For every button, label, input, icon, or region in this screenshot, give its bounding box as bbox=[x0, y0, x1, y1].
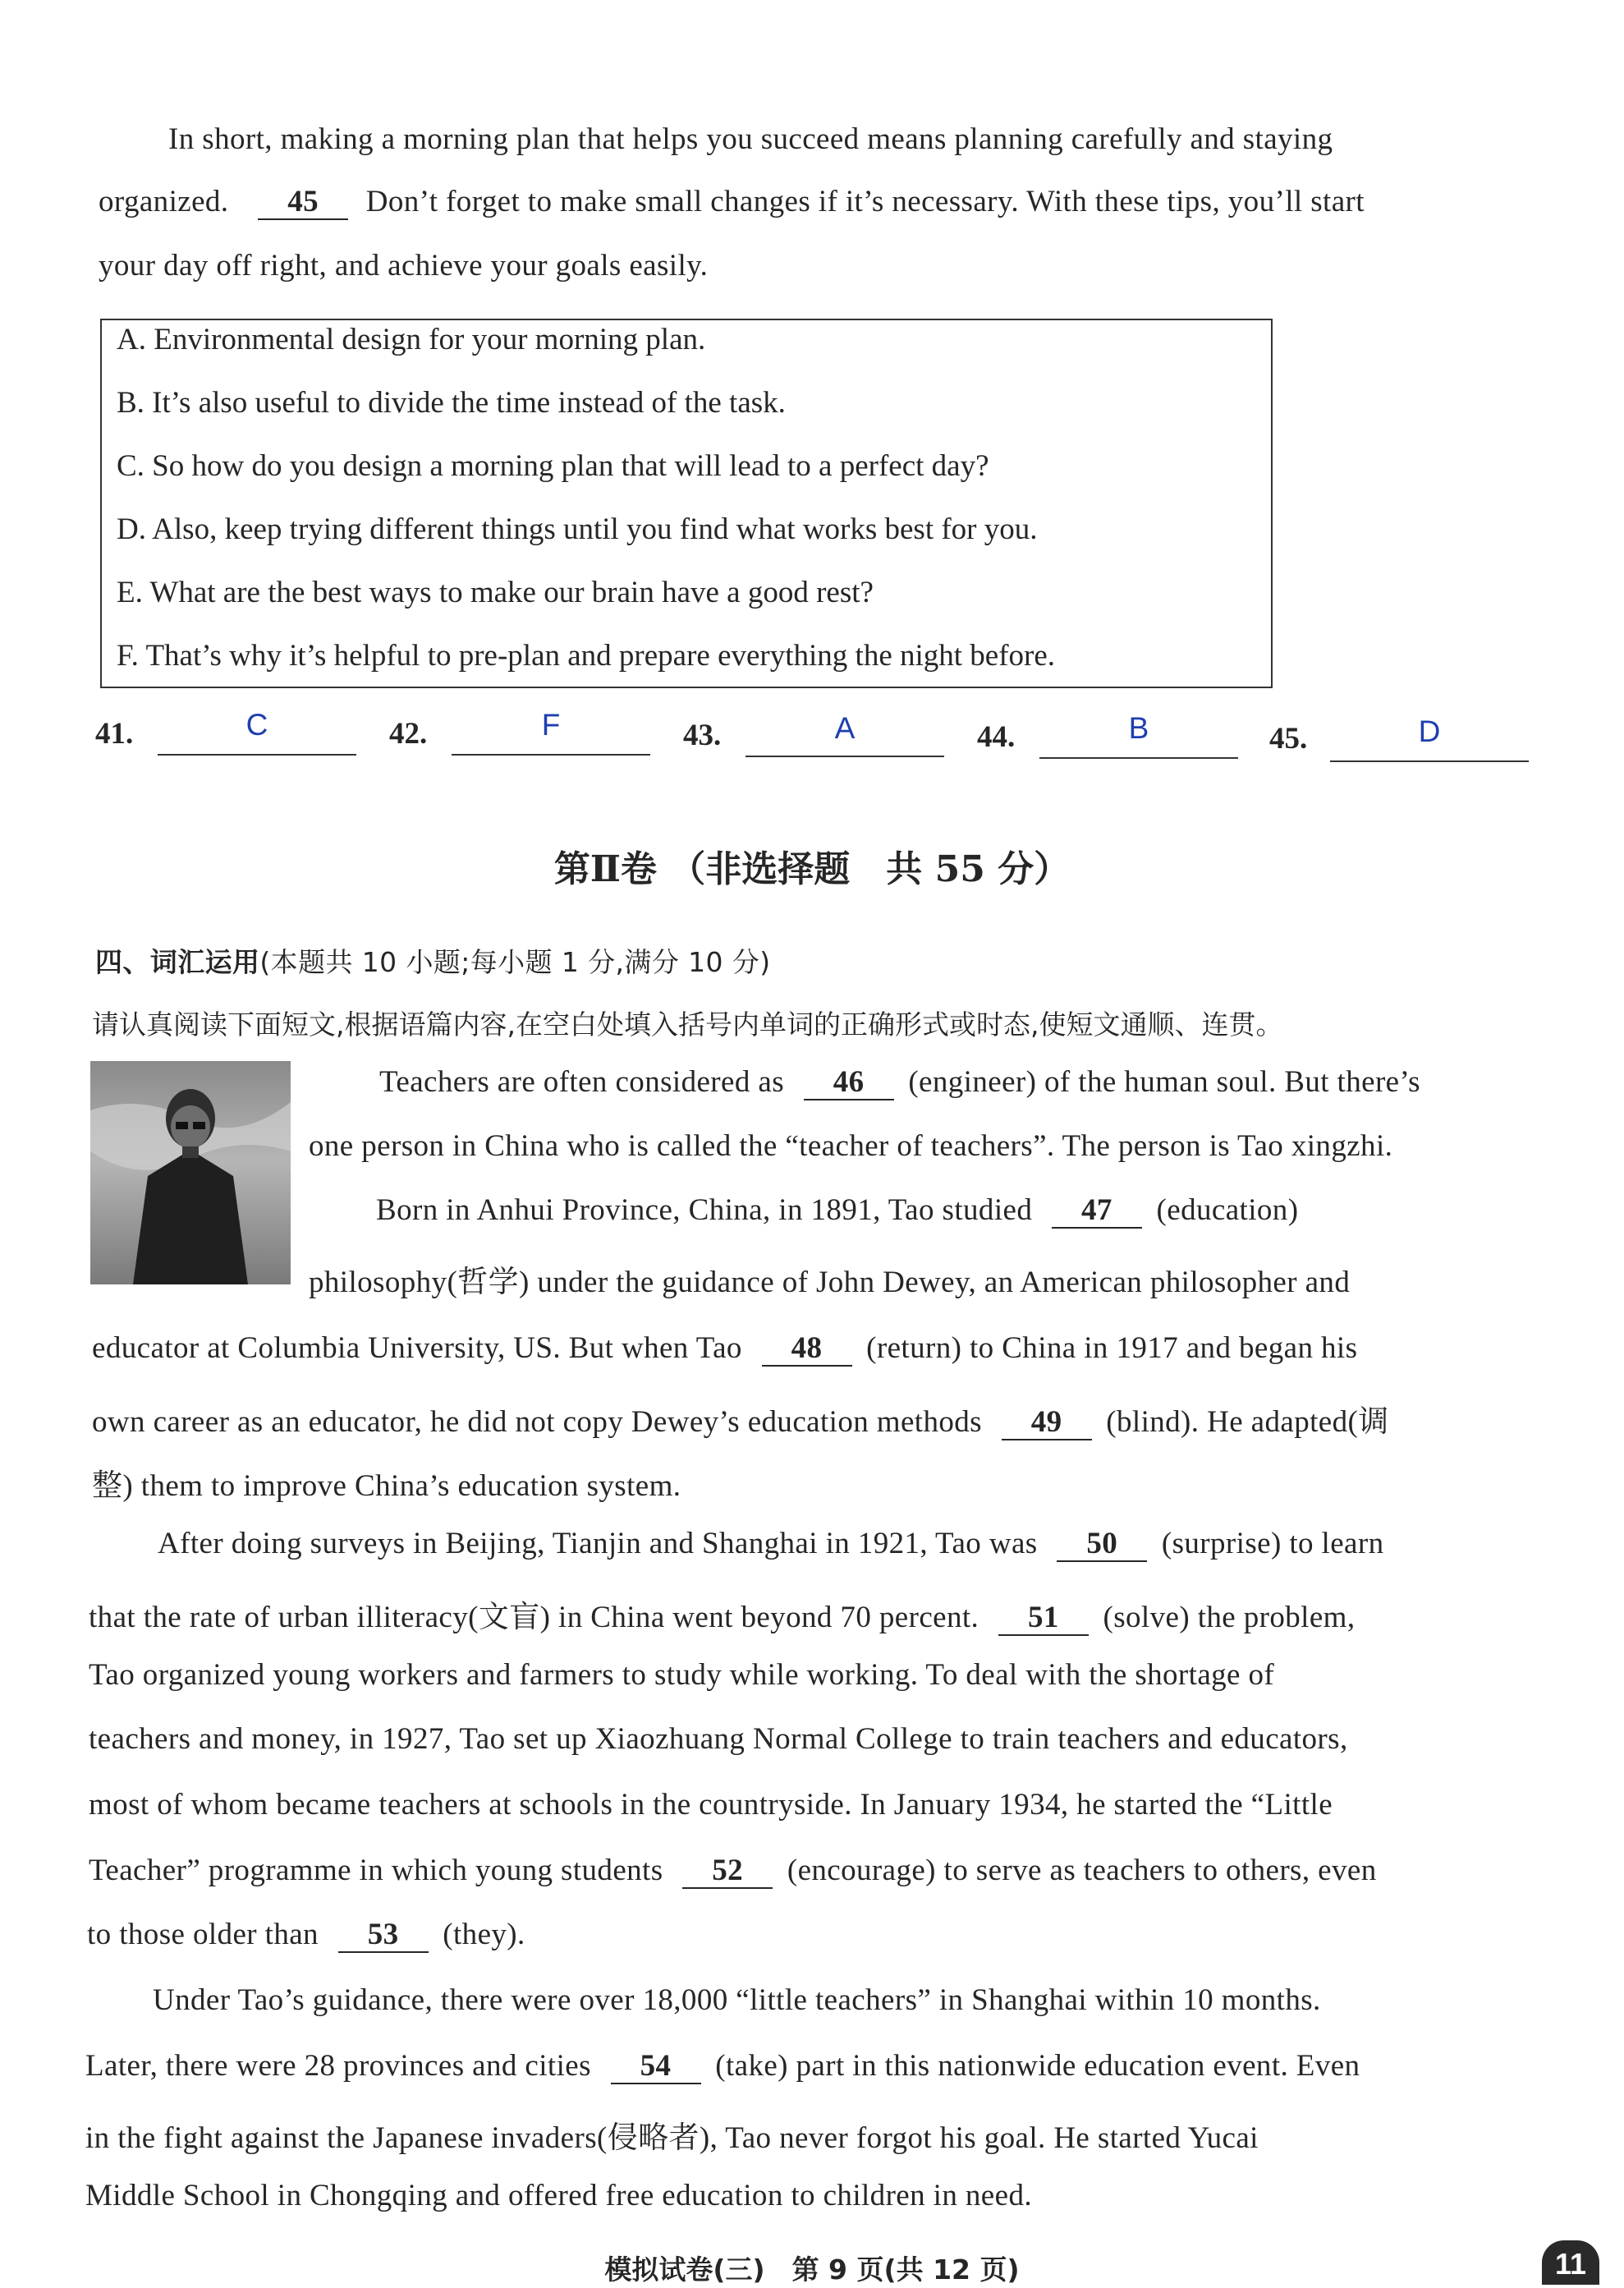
answer-value[interactable]: C bbox=[245, 708, 268, 742]
option-e: E. What are the best ways to make our brain have a good rest? bbox=[117, 576, 874, 609]
answer-number: 44. bbox=[977, 720, 1016, 754]
passage-line: Middle School in Chongqing and offered free education to children in need. bbox=[85, 2179, 1033, 2212]
passage-line bbox=[85, 2048, 1360, 2084]
passage-line: 整) them to improve China’s education system. bbox=[92, 1469, 681, 1503]
blank-48[interactable]: 48 bbox=[762, 1333, 852, 1367]
answer-value[interactable]: F bbox=[541, 708, 561, 742]
answer-number: 42. bbox=[389, 717, 428, 751]
passage-line: teachers and money, in 1927, Tao set up Xiaozhuang Normal College to train teachers and educators, bbox=[89, 1722, 1348, 1756]
passage-line bbox=[376, 1192, 1298, 1229]
paragraph-text: Don’t forget to make small changes if it’s necessary. With these tips, you’ll start bbox=[365, 185, 1365, 218]
option-c: C. So how do you design a morning plan that will lead to a perfect day? bbox=[117, 449, 989, 483]
answer-value[interactable]: A bbox=[834, 711, 856, 745]
blank-54[interactable]: 54 bbox=[611, 2051, 701, 2084]
blank-52[interactable]: 52 bbox=[682, 1855, 773, 1889]
part-heading-label: 四、词汇运用 bbox=[95, 946, 260, 978]
blank-47[interactable]: 47 bbox=[1052, 1195, 1142, 1229]
blank-51[interactable]: 51 bbox=[998, 1602, 1089, 1636]
passage-line bbox=[379, 1064, 1420, 1100]
option-d: D. Also, keep trying different things until you find what works best for you. bbox=[117, 512, 1038, 546]
passage-text: After doing surveys in Beijing, Tianjin and Shanghai in 1921, Tao was bbox=[158, 1527, 1038, 1560]
answer-value[interactable]: B bbox=[1128, 711, 1149, 745]
passage-line bbox=[87, 1917, 525, 1953]
passage-line bbox=[89, 1592, 1356, 1636]
passage-line: in the fight against the Japanese invaders(侵略者), Tao never forgot his goal. He started Yucai bbox=[85, 2121, 1259, 2155]
passage-text: (they). bbox=[443, 1918, 525, 1951]
passage-text: (take) part in this nationwide education event. Even bbox=[715, 2049, 1360, 2083]
answer-number: 43. bbox=[683, 719, 722, 752]
page-footer: 模拟试卷(三) 第 9 页(共 12 页) bbox=[604, 2254, 1020, 2286]
option-b: B. It’s also useful to divide the time instead of the task. bbox=[117, 386, 786, 420]
part-heading-note: (本题共 10 小题;每小题 1 分,满分 10 分) bbox=[259, 946, 771, 978]
passage-text: (return) to China in 1917 and began his bbox=[866, 1331, 1358, 1365]
answer-number: 41. bbox=[95, 717, 134, 751]
passage-line: most of whom became teachers at schools in the countryside. In January 1934, he started the “Little bbox=[89, 1788, 1333, 1822]
portrait-figure bbox=[90, 1061, 291, 1284]
paragraph-line: your day off right, and achieve your goals easily. bbox=[99, 249, 709, 283]
passage-line bbox=[89, 1853, 1377, 1889]
passage-line: philosophy(哲学) under the guidance of John Dewey, an American philosopher and bbox=[309, 1266, 1351, 1299]
passage-line bbox=[92, 1330, 1357, 1367]
section-title: 第Ⅱ卷 （非选择题 共 55 分） bbox=[553, 848, 1071, 890]
passage-line bbox=[158, 1526, 1384, 1562]
passage-text: Teacher” programme in which young students bbox=[89, 1854, 663, 1887]
passage-line bbox=[92, 1396, 1389, 1440]
paragraph-text: organized. bbox=[99, 185, 229, 218]
paragraph-line bbox=[99, 184, 1365, 220]
instruction: 请认真阅读下面短文,根据语篇内容,在空白处填入括号内单词的正确形式或时态,使短文通顺、连贯。 bbox=[92, 1008, 1283, 1041]
passage-text: (engineer) of the human soul. But there’s bbox=[908, 1065, 1420, 1099]
passage-line: Tao organized young workers and farmers to study while working. To deal with the shortage of bbox=[89, 1658, 1275, 1692]
blank-45[interactable]: 45 bbox=[258, 186, 348, 220]
options-box bbox=[100, 319, 1273, 688]
passage-line: one person in China who is called the “teacher of teachers”. The person is Tao xingzhi. bbox=[309, 1129, 1393, 1163]
blank-53[interactable]: 53 bbox=[338, 1919, 429, 1953]
passage-text: (education) bbox=[1156, 1193, 1299, 1227]
passage-text: (solve) the problem, bbox=[1103, 1601, 1356, 1634]
page-number-badge: 11 bbox=[1542, 2240, 1599, 2285]
portrait-photo bbox=[90, 1061, 291, 1284]
part-heading bbox=[95, 941, 770, 980]
passage-text: to those older than bbox=[87, 1918, 319, 1951]
passage-text: (surprise) to learn bbox=[1161, 1527, 1384, 1560]
passage-line: Under Tao’s guidance, there were over 18,000 “little teachers” in Shanghai within 10 months. bbox=[153, 1983, 1321, 2017]
passage-text: Teachers are often considered as bbox=[379, 1065, 785, 1099]
passage-text: Born in Anhui Province, China, in 1891, Tao studied bbox=[376, 1193, 1033, 1227]
paragraph-line: In short, making a morning plan that helps you succeed means planning carefully and staying bbox=[168, 122, 1333, 156]
option-f: F. That’s why it’s helpful to pre-plan and prepare everything the night before. bbox=[117, 639, 1056, 673]
answer-value[interactable]: D bbox=[1418, 714, 1441, 748]
option-a: A. Environmental design for your morning plan. bbox=[117, 323, 706, 356]
answer-number: 45. bbox=[1269, 722, 1308, 756]
blank-46[interactable]: 46 bbox=[804, 1067, 894, 1100]
passage-text: that the rate of urban illiteracy(文盲) in China went beyond 70 percent. bbox=[89, 1601, 979, 1634]
blank-49[interactable]: 49 bbox=[1002, 1407, 1092, 1440]
passage-text: (encourage) to serve as teachers to others, even bbox=[787, 1854, 1377, 1887]
passage-text: own career as an educator, he did not copy Dewey’s education methods bbox=[92, 1405, 982, 1439]
passage-text: Later, there were 28 provinces and cities bbox=[85, 2049, 591, 2083]
blank-50[interactable]: 50 bbox=[1057, 1528, 1147, 1562]
passage-text: (blind). He adapted(调 bbox=[1106, 1405, 1389, 1439]
passage-text: educator at Columbia University, US. But when Tao bbox=[92, 1331, 742, 1365]
